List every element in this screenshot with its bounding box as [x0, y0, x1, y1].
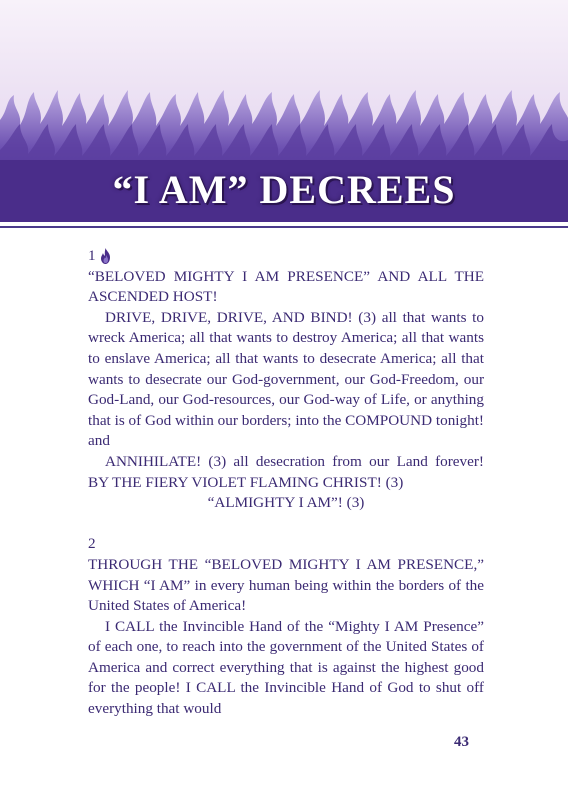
decree-1-paragraph-2: ANNIHILATE! (3) all desecration from our Land forever! BY THE FIERY VIOLET FLAMING CHRIST! (3): [88, 452, 484, 491]
title-underline: [0, 226, 568, 228]
page-title: “I AM” DECREES: [112, 167, 456, 212]
decree-spacer: [88, 514, 484, 535]
decree-1-invocation: “BELOVED MIGHTY I AM PRESENCE” AND ALL THE ASCENDED HOST!: [88, 267, 484, 306]
decree-1-paragraph-1: DRIVE, DRIVE, DRIVE, AND BIND! (3) all that wants to wreck America; all that wants to destroy America; all that wants to enslave America; all that wants to desecrate America; all that wants to desecrate our God-government, our God-Freedom, our God-Land, our God-resources, our God-way of Life, or anything that is of God within our borders; into the COMPOUND tonight! and: [88, 308, 484, 450]
decree-2-invocation: THROUGH THE “BELOVED MIGHTY I AM PRESENCE,” WHICH “I AM” in every human being within the borders of the United States of America!: [88, 555, 484, 615]
violet-flame-icon: [100, 248, 111, 264]
decree-2-number: 2: [88, 535, 96, 553]
decree-1-number: 1: [88, 247, 96, 264]
decree-1-heading: [88, 246, 484, 267]
decree-1-closing: “ALMIGHTY I AM”! (3): [207, 494, 365, 512]
decree-content: [88, 246, 484, 720]
page-number: 43: [454, 734, 469, 750]
decree-2-paragraph-1: I CALL the Invincible Hand of the “Mighty I AM Presence” of each one, to reach into the government of the United States of America and correct everything that is against the highest good for the people! I CALL the Invincible Hand of God to shut off everything that would: [88, 617, 484, 718]
